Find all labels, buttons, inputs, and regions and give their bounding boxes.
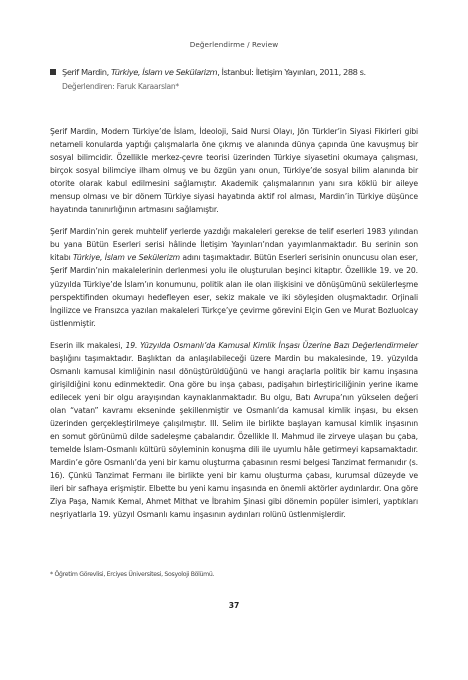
body-paragraph	[50, 225, 418, 329]
reference-publisher: , İstanbul: İletişim Yayınları, 2011, 288 s.	[217, 67, 366, 77]
reference-citation	[62, 66, 366, 79]
paragraph-text: Eserin ilk makalesi,	[50, 340, 126, 350]
reference-book-title: Türkiye, İslam ve Sekülarizm	[110, 67, 218, 77]
paragraph-text: başlığını taşımaktadır. Başlıktan da anlaşılabileceği üzere Mardin bu makalesinde, 19. yüzyılda Osmanlı kamusal kimliğinin nasıl dönüştürüldüğünü ve hangi araçlarla politik bir kamu inşasına girişildiğini konu edinmektedir. Ona göre bu inşa çabası, padişahın birleştiriciliğinin yerine ikame edilecek yeni bir olgu arayışından kaynaklanmaktadır. Bu olgu, Batı Avrupa’nın yükselen değeri olan “vatan” kavramı ekseninde şekillenmiştir ve Osmanlı’da kamusal kimlik inşası, bu eksen üzerinden gerçekleştirilmeye çalışılmıştır. III. Selim ile birlikte başlayan kamusal kimlik inşasının en somut görünümü dilde sadeleşme çabalarıdır. Özellikle II. Mahmud ile zirveye ulaşan bu çaba, temelde İslam-Osmanlı kültürü söyleminin konuşma dili ile uyumlu hâle getirmeyi kapsamaktadır. Mardin’e göre Osmanlı’da yeni bir kamu oluşturma çabasının resmi belgesi Tanzimat fermanıdır (s. 16). Çünkü Tanzimat Fermanı ile birlikte yeni bir kamu oluşturma çabası, kurumsal düzeyde ve ileri bir safhaya erişmiştir. Elbette bu yeni kamu inşasında en önemli aktörler aydınlardır. Ona göre Ziya Paşa, Namık Kemal, Ahmet Mithat ve İbrahim Şinasi gibi dönemin popüler isimleri, yaptıkları neşriyatlarla 19. yüzyıl Osmanlı kamu inşasının aydınları rolünü üstlenmişlerdir.	[50, 353, 418, 520]
square-bullet-icon	[50, 69, 56, 75]
paragraph-text: adını taşımaktadır. Bütün Eserleri serisinin onuncusu olan eser, Şerif Mardin’nin makalelerinin derlenmesi yolu ile oluşturulan beşinci kitaptır. Özellikle 19. ve 20. yüzyılda Türkiye’de İslam’ın konumunu, politik alan ile olan ilişkisini ve dönüşümünü sekülerleşme perspektifinden okumayı hedefleyen eser, sekiz makale ve iki söyleşiden oluşmaktadır. Orjinali İngilizce ve Fransızca yazılan makaleleri Türkçe’ye çevirme görevini Elçin Gen ve Murat Bozluolcay üstlenmiştir.	[50, 253, 418, 328]
paragraph-text: Şerif Mardin, Modern Türkiye’de İslam, İdeoloji, Said Nursi Olayı, Jön Türkler’in Siyasi Fikirleri gibi netameli konularda yaptığı çalışmalarla öne çıkmış ve alanında dünya çapında üne kavuşmuş bir sosyal bilimcidir. Özellikle merkez-çevre teorisi üzerinden Türkiye siyasetini okumaya çalışması, birçok sosyal bilimciye ilham olmuş ve bu özgün yanı onun, Türkiye’de sosyal bilim alanında bir otorite olarak kabul edilmesini sağlamıştır. Akademik çalışmalarının yanı sıra köklü bir aileye mensup olması ve bir dönem Türkiye siyasi hayatında aktif rol alması, Mardin’in Türkiye düşünce hayatında tanınırlığının artmasını sağlamıştır.	[50, 127, 418, 215]
reviewer-line: Değerlendiren: Faruk Karaarslan*	[62, 82, 179, 91]
page-number: 37	[228, 601, 240, 610]
book-reference	[50, 66, 430, 79]
article-body	[50, 125, 418, 528]
italic-title-text: 19. Yüzyılda Osmanlı’da Kamusal Kimlik İnşası Üzerine Bazı Değerlendirmeler	[125, 340, 418, 350]
body-paragraph	[50, 125, 418, 216]
body-paragraph	[50, 339, 418, 522]
paragraph-text: Şerif Mardin’nin gerek muhtelif yerlerde yazdığı makaleleri gerekse de telif eserleri 1983 yılından bu yana Bütün Eserleri serisi hâlinde İletişim Yayınları’ndan yayımlanmaktadır. Bu serinin son kitabı	[50, 227, 418, 263]
running-header: Değerlendirme / Review	[189, 40, 279, 49]
footnote: * Öğretim Görevlisi, Erciyes Üniversitesi, Sosyoloji Bölümü.	[50, 571, 215, 578]
italic-title-text: Türkiye, İslam ve Sekülerizm	[73, 253, 181, 263]
reference-author: Şerif Mardin,	[62, 67, 109, 77]
